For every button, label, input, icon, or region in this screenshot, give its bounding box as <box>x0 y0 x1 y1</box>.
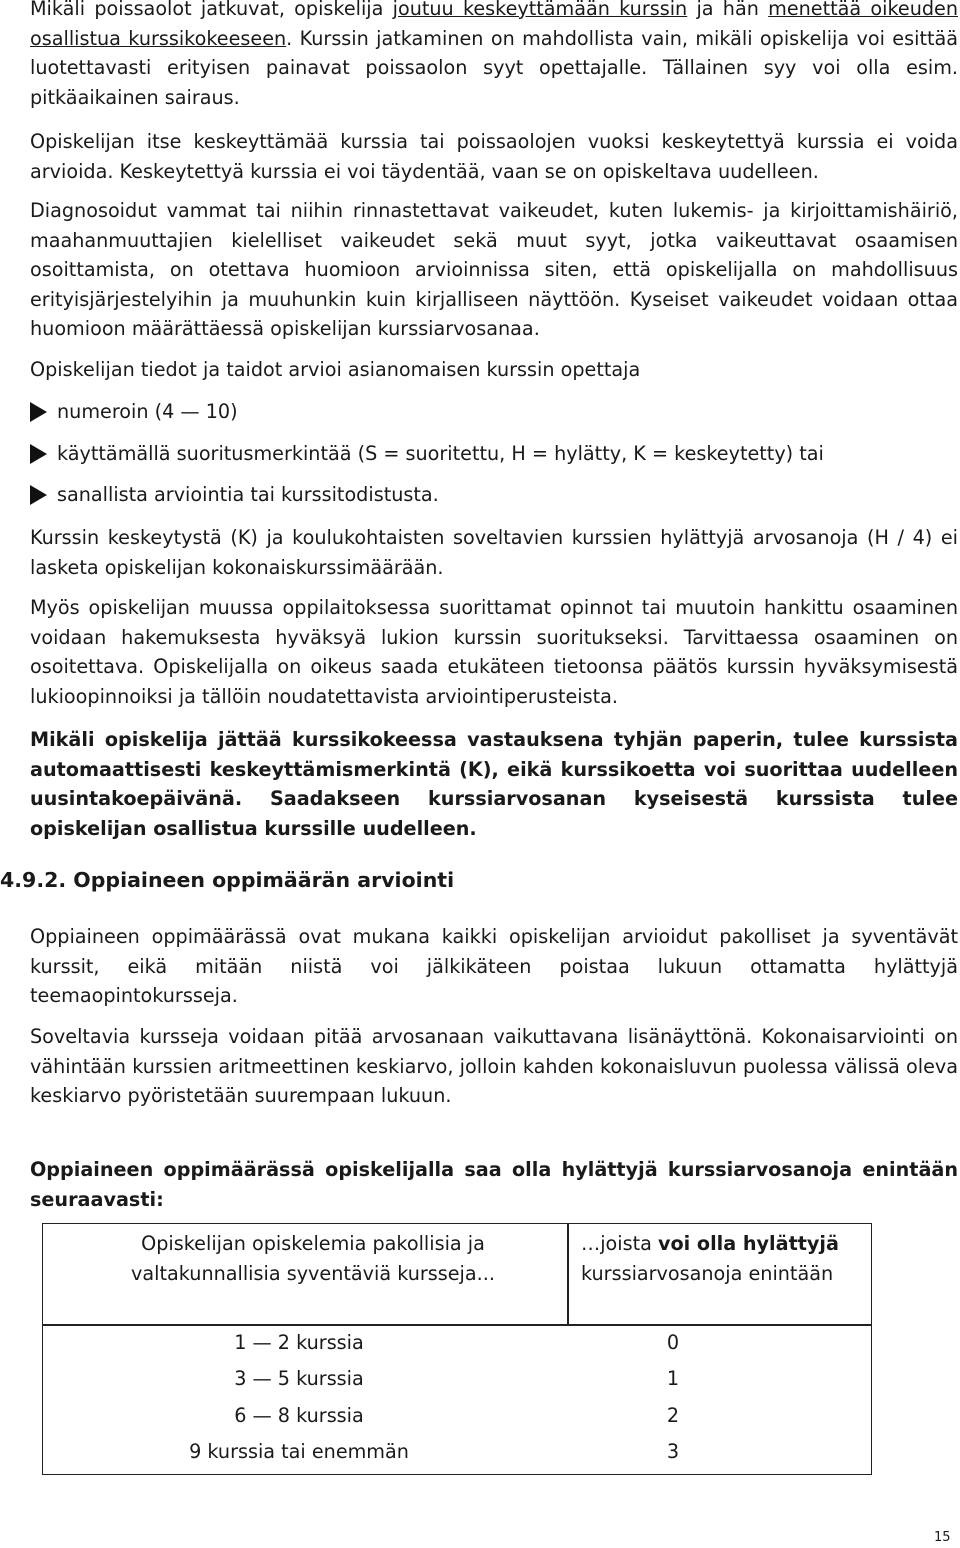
list-item: käyttämällä suoritusmerkintää (S = suoritettu, H = hylätty, K = keskeytetty) tai <box>30 439 824 469</box>
triangle-bullet-icon <box>30 402 47 422</box>
table-cell: 6 — 8 kurssia <box>234 1404 364 1427</box>
paragraph-not-counted: Kurssin keskeytystä (K) ja koulukohtaisten soveltavien kurssien hylättyjä arvosanoja (H / 4) ei lasketa opiskelijan kokonaiskurssimäärään. <box>30 526 958 579</box>
section-heading: 4.9.2. Oppiaineen oppimäärän arviointi <box>0 868 455 892</box>
paragraph-assessment-intro: Opiskelijan tiedot ja taidot arvioi asianomaisen kurssin opettaja <box>30 358 641 381</box>
underlined-text: menettää oikeuden osallistua kurssikokeeseen <box>30 0 958 50</box>
paragraph-absence <box>30 0 958 112</box>
paragraph-special-needs: Diagnosoidut vammat tai niihin rinnastettavat vaikeudet, kuten lukemis- ja kirjoittamishäiriö, maahanmuuttajien kielelliset vaikeudet sekä muut syyt, jotka vaikeuttavat osaamisen osoittamista, on otettava huomioon arvioinnissa siten, että opiskelijalla on mahdollisuus erityisjärjestelyihin ja muuhunkin kuin kirjalliseen näyttöön. Kyseiset vaikeudet voidaan ottaa huomioon määrättäessä opiskelijan kurssiarvosanaa. <box>30 199 958 341</box>
table-row <box>43 1364 871 1400</box>
failed-grades-table <box>42 1223 872 1475</box>
table-divider <box>43 1324 871 1326</box>
table-row <box>43 1401 871 1437</box>
table-cell: 1 <box>666 1367 680 1390</box>
triangle-bullet-icon <box>30 485 47 505</box>
paragraph-interrupted-course: Opiskelijan itse keskeyttämää kurssia tai poissaolojen vuoksi keskeytettyä kurssia ei voida arvioida. Keskeytettyä kurssia ei voi täydentää, vaan se on opiskeltava uudelleen. <box>30 130 958 183</box>
paragraph-other-institution: Myös opiskelijan muussa oppilaitoksessa suorittamat opinnot tai muutoin hankittu osaaminen voidaan hakemuksesta hyväksyä lukion kurssin suoritukseksi. Tarvittaessa osaaminen on osoitettava. Opiskelijalla on oikeus saada etukäteen tietoonsa päätös kurssin hyväksymisestä lukioopinnoiksi ja tällöin noudatettavista arviointiperusteista. <box>30 596 958 708</box>
triangle-bullet-icon <box>30 444 47 464</box>
paragraph-failed-limit: Oppiaineen oppimäärässä opiskelijalla saa olla hylättyjä kurssiarvosanoja enintään seuraavasti: <box>30 1158 958 1211</box>
text: Mikäli poissaolot jatkuvat, opiskelija <box>30 0 393 20</box>
page-number: 15 <box>934 1530 951 1545</box>
paragraph-blank-paper: Mikäli opiskelija jättää kurssikokeessa vastauksena tyhjän paperin, tulee kurssista automaattisesti keskeyttämismerkintä (K), eikä kurssikoetta voi suorittaa uudelleen uusintakoepäivänä. Saadakseen kurssiarvosanan kyseisestä kurssista tulee opiskelijan osallistua kurssille uudelleen. <box>30 728 958 840</box>
text: ja hän <box>687 0 769 20</box>
list-item: sanallista arviointia tai kurssitodistusta. <box>30 480 439 510</box>
table-cell: 2 <box>666 1404 680 1427</box>
list-item: numeroin (4 — 10) <box>30 397 238 427</box>
table-row <box>43 1328 871 1364</box>
table-cell: 3 — 5 kurssia <box>234 1367 364 1390</box>
table-cell: 9 kurssia tai enemmän <box>189 1440 409 1463</box>
table-divider <box>567 1224 569 1324</box>
table-cell: 0 <box>666 1331 680 1354</box>
text: . Kurssin jatkaminen on mahdollista vain, mikäli opiskelija voi esittää luotettavasti erityisen painavat poissaolon syyt opettajalle. Tällainen syy voi olla esim. pitkäaikainen sairaus. <box>30 26 959 109</box>
paragraph-syllabus: Oppiaineen oppimäärässä ovat mukana kaikki opiskelijan arvioidut pakolliset ja syventävät kurssit, eikä mitään niistä voi jälkikäteen poistaa lukuun ottamatta hylättyjä teemaopintokursseja. <box>30 925 958 1008</box>
table-cell: 1 — 2 kurssia <box>234 1331 364 1354</box>
table-cell: 3 <box>666 1440 680 1463</box>
underlined-text: joutuu keskeyttämään kurssin <box>392 0 688 20</box>
table-header-courses: Opiskelijan opiskelemia pakollisia ja valtakunnallisia syventäviä kursseja... <box>131 1232 495 1285</box>
table-header-max-failed: …joista voi olla hylättyjä kurssiarvosanoja enintään <box>581 1232 839 1285</box>
paragraph-applied-courses: Soveltavia kursseja voidaan pitää arvosanaan vaikuttavana lisänäyttönä. Kokonaisarviointi on vähintään kurssien aritmeettinen keskiarvo, jolloin kahden kokonaisluvun puolessa välissä oleva keskiarvo pyöristetään suurempaan lukuun. <box>30 1025 958 1108</box>
table-row <box>43 1437 871 1473</box>
